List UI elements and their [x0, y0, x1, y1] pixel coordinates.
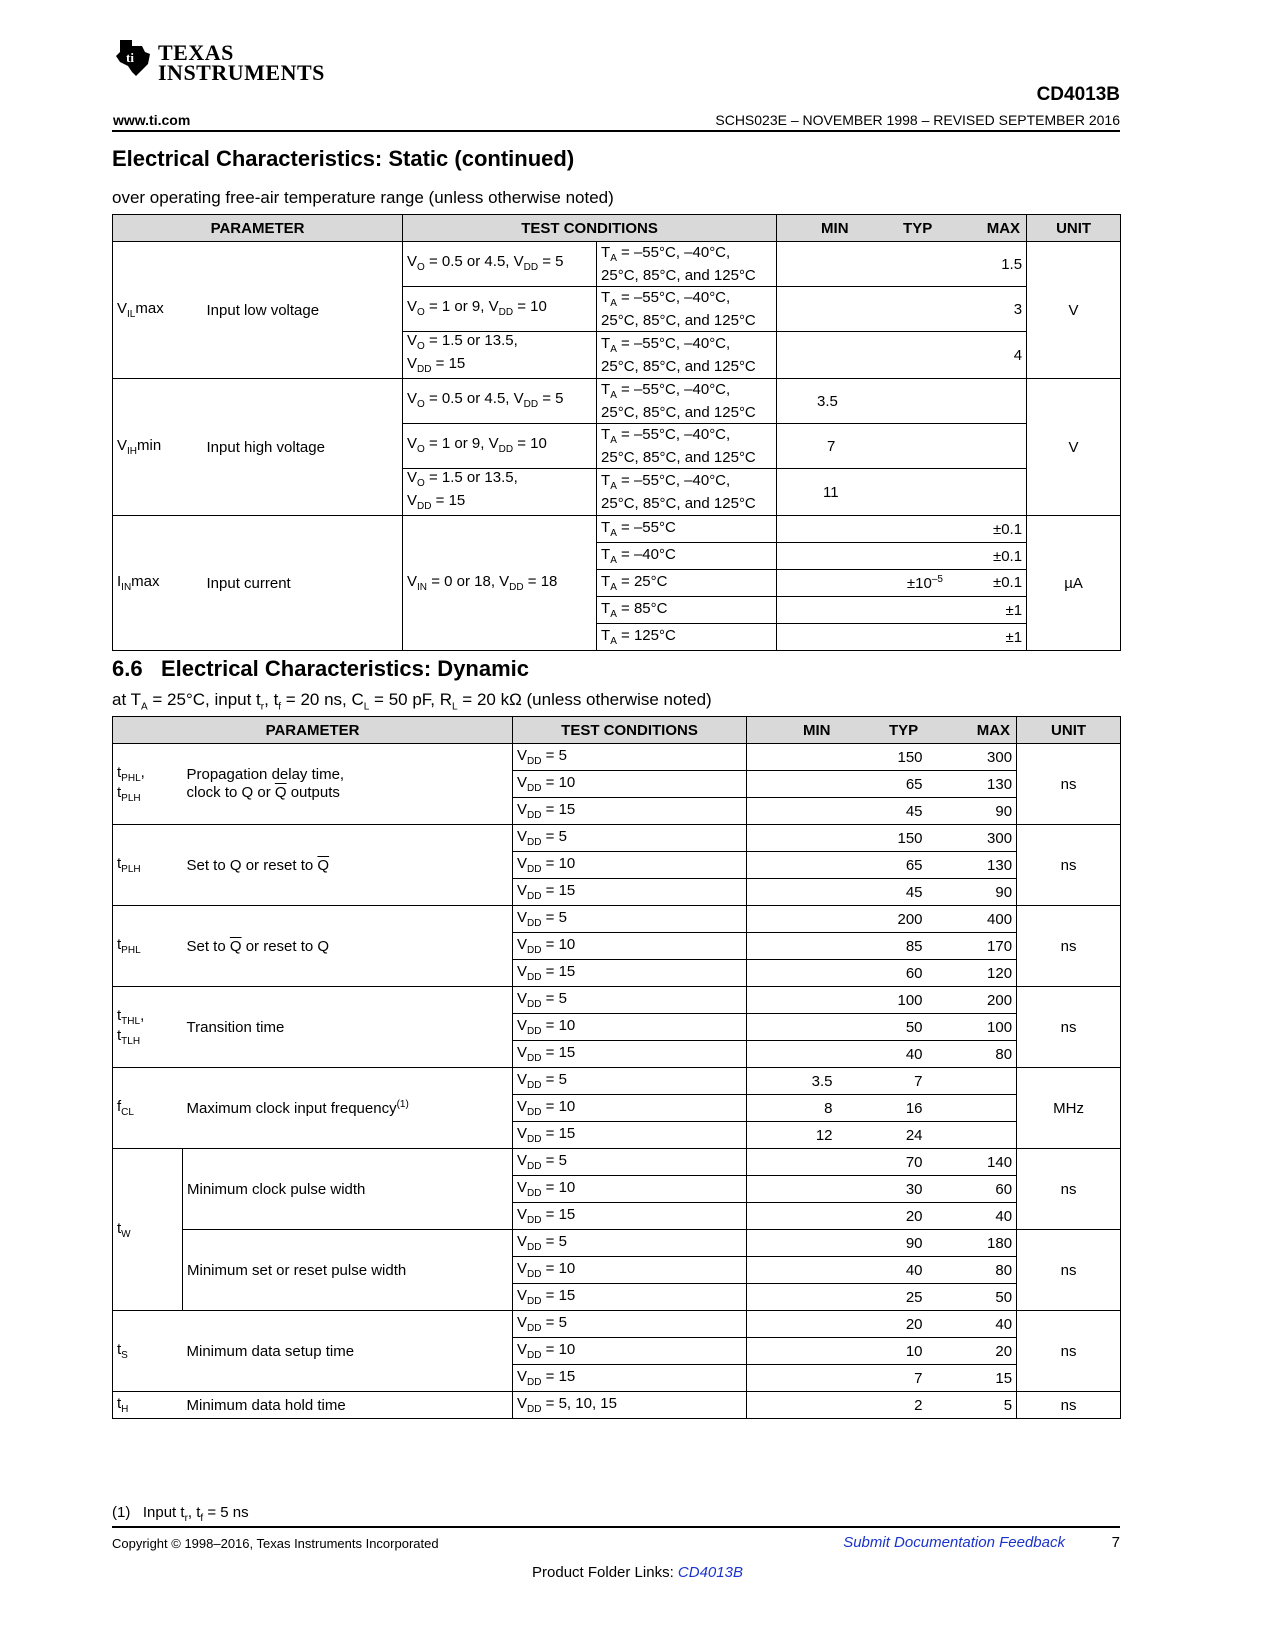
ti-logo — [112, 36, 325, 85]
dyn-th-typ: TYP — [889, 721, 919, 739]
setq-max-0: 300 — [927, 825, 1017, 852]
fcl-cond-1: $V_{DD} = 10$ — [513, 1095, 747, 1122]
vih-symbol: $V_{IH}\min$ — [113, 379, 203, 516]
setq-cond-1: $V_{DD} = 10$ — [513, 852, 747, 879]
ts-cond-2: $V_{DD} = 15$ — [513, 1365, 747, 1392]
dyn-th-test-conditions: TEST CONDITIONS — [513, 717, 747, 744]
twsr-max-1: 80 — [927, 1257, 1017, 1284]
setq-symbol: $t_{PLH}$ — [113, 825, 183, 906]
ts-unit: ns — [1017, 1311, 1121, 1392]
iin-ta-4: $T_A = 125^\circ C$ — [597, 624, 777, 651]
setq-typ-0: 150 — [837, 825, 927, 852]
setq-max-1: 130 — [927, 852, 1017, 879]
website-link[interactable]: www.ti.com — [113, 112, 191, 128]
twc-cond-1: $V_{DD} = 10$ — [513, 1176, 747, 1203]
static-th-unit: UNIT — [1027, 215, 1121, 242]
iin-max-0: ±0.1 — [777, 516, 1027, 543]
vih-ta-1: $T_A = -55^\circ C$, –40°C, 25°C, 85°C, and 125°C — [597, 424, 777, 469]
prop-description: Propagation delay time, clock to Q or $\overline{Q}$ outputs — [183, 744, 513, 825]
dynamic-section-title: 6.6 Electrical Characteristics: Dynamic — [112, 656, 530, 681]
vih-cond-2: $V_O = 1.5$ or 13.5, $V_{DD} = 15$ — [403, 469, 597, 516]
iin-typ-2: $\pm 10^{-5}$ — [906, 574, 943, 592]
setq-description: Set to Q or reset to $\overline{Q}$ — [183, 825, 513, 906]
twsr-unit: ns — [1017, 1230, 1121, 1311]
th-unit: ns — [1017, 1392, 1121, 1419]
iin-ta-2: $T_A = 25^\circ C$ — [597, 570, 777, 597]
iin-max-2: ±0.1 — [992, 574, 1023, 591]
iin-vals-2 — [777, 570, 1027, 597]
fcl-typ-2: 24 — [837, 1122, 927, 1149]
setqbar-cond-0: $V_{DD} = 5$ — [513, 906, 747, 933]
prop-typ-1: 65 — [837, 771, 927, 798]
iin-description: Input current — [203, 516, 403, 651]
ts-symbol: $t_S$ — [113, 1311, 183, 1392]
static-th-test-conditions: TEST CONDITIONS — [403, 215, 777, 242]
iin-cond: $V_{IN} = 0$ or 18, $V_{DD} = 18$ — [403, 516, 597, 651]
setqbar-typ-1: 85 — [837, 933, 927, 960]
table-row — [113, 987, 1121, 1014]
ts-max-2: 15 — [927, 1365, 1017, 1392]
dynamic-subtitle: at $T_A = 25^\circ C$, input $t_r$, $t_f = 20$ ns, $C_L = 50$ pF, $R_L = 20$ kΩ (unless otherwise noted) — [112, 690, 712, 713]
static-section-title: Electrical Characteristics: Static (continued) — [112, 146, 575, 171]
twsr-typ-0: 90 — [837, 1230, 927, 1257]
setq-cond-0: $V_{DD} = 5$ — [513, 825, 747, 852]
th-description: Minimum data hold time — [183, 1392, 513, 1419]
trans-unit: ns — [1017, 987, 1121, 1068]
dynamic-table — [112, 716, 1121, 1419]
setq-max-2: 90 — [927, 879, 1017, 906]
iin-max-4: ±1 — [777, 624, 1027, 651]
prop-typ-0: 150 — [837, 744, 927, 771]
ts-max-1: 20 — [927, 1338, 1017, 1365]
fcl-description: Maximum clock input frequency$^{(1)}$ — [183, 1068, 513, 1149]
logo-line-2: INSTRUMENTS — [158, 60, 325, 85]
static-table — [112, 214, 1121, 651]
svg-text:ti: ti — [126, 50, 134, 65]
th-max: 5 — [927, 1392, 1017, 1419]
setqbar-description: Set to $\overline{Q}$ or reset to Q — [183, 906, 513, 987]
trans-cond-2: $V_{DD} = 15$ — [513, 1041, 747, 1068]
vih-description: Input high voltage — [203, 379, 403, 516]
vih-min-2: 11 — [777, 469, 1027, 516]
twc-cond-0: $V_{DD} = 5$ — [513, 1149, 747, 1176]
table-row — [113, 906, 1121, 933]
trans-max-1: 100 — [927, 1014, 1017, 1041]
vih-min-1: 7 — [777, 424, 1027, 469]
part-number: CD4013B — [1036, 84, 1120, 105]
vil-unit: V — [1027, 242, 1121, 379]
iin-max-1: ±0.1 — [777, 543, 1027, 570]
iin-ta-1: $T_A = -40^\circ C$ — [597, 543, 777, 570]
prop-cond-0: $V_{DD} = 5$ — [513, 744, 747, 771]
setqbar-max-1: 170 — [927, 933, 1017, 960]
vil-ta-1: $T_A = -55^\circ C$, –40°C, 25°C, 85°C, and 125°C — [597, 287, 777, 332]
prop-unit: ns — [1017, 744, 1121, 825]
trans-max-0: 200 — [927, 987, 1017, 1014]
prop-cond-2: $V_{DD} = 15$ — [513, 798, 747, 825]
ts-typ-2: 7 — [837, 1365, 927, 1392]
prop-max-0: 300 — [927, 744, 1017, 771]
prop-max-1: 130 — [927, 771, 1017, 798]
static-header-row — [113, 215, 1121, 242]
trans-description: Transition time — [183, 987, 513, 1068]
tw-clock-description: Minimum clock pulse width — [183, 1149, 513, 1230]
table-row — [113, 379, 1121, 424]
table-row — [113, 744, 1121, 771]
twsr-typ-2: 25 — [837, 1284, 927, 1311]
twc-unit: ns — [1017, 1149, 1121, 1230]
setqbar-max-2: 120 — [927, 960, 1017, 987]
setq-unit: ns — [1017, 825, 1121, 906]
twc-max-1: 60 — [927, 1176, 1017, 1203]
setqbar-cond-1: $V_{DD} = 10$ — [513, 933, 747, 960]
ts-max-0: 40 — [927, 1311, 1017, 1338]
vih-ta-2: $T_A = -55^\circ C$, –40°C, 25°C, 85°C, and 125°C — [597, 469, 777, 516]
iin-max-3: ±1 — [777, 597, 1027, 624]
texas-state-icon — [112, 36, 154, 78]
tw-setreset-description: Minimum set or reset pulse width — [183, 1230, 513, 1311]
twsr-max-2: 50 — [927, 1284, 1017, 1311]
vil-cond-1: $V_O = 1$ or 9, $V_{DD} = 10$ — [403, 287, 597, 332]
twc-cond-2: $V_{DD} = 15$ — [513, 1203, 747, 1230]
iin-ta-0: $T_A = -55^\circ C$ — [597, 516, 777, 543]
setq-typ-1: 65 — [837, 852, 927, 879]
vil-symbol: $V_{IL}\max$ — [113, 242, 203, 379]
table-row — [113, 1230, 1121, 1257]
ts-typ-0: 20 — [837, 1311, 927, 1338]
trans-cond-1: $V_{DD} = 10$ — [513, 1014, 747, 1041]
setqbar-max-0: 400 — [927, 906, 1017, 933]
vil-max-1: 3 — [777, 287, 1027, 332]
th-symbol: $t_H$ — [113, 1392, 183, 1419]
submit-feedback-link[interactable]: Submit Documentation Feedback — [843, 1534, 1065, 1551]
ts-typ-1: 10 — [837, 1338, 927, 1365]
fcl-unit: MHz — [1017, 1068, 1121, 1149]
trans-cond-0: $V_{DD} = 5$ — [513, 987, 747, 1014]
twsr-cond-2: $V_{DD} = 15$ — [513, 1284, 747, 1311]
dyn-th-min-typ-max — [747, 717, 1017, 744]
setqbar-symbol: $t_{PHL}$ — [113, 906, 183, 987]
setq-typ-2: 45 — [837, 879, 927, 906]
product-folder-link[interactable]: CD4013B — [677, 1564, 743, 1581]
table-row — [113, 516, 1121, 543]
twsr-max-0: 180 — [927, 1230, 1017, 1257]
iin-unit: µA — [1027, 516, 1121, 651]
dyn-th-parameter: PARAMETER — [113, 717, 513, 744]
table-row — [113, 1149, 1121, 1176]
prop-max-2: 90 — [927, 798, 1017, 825]
vil-ta-0: $T_A = -55^\circ C$, –40°C, 25°C, 85°C, and 125°C — [597, 242, 777, 287]
product-folder-links: Product Folder Links: CD4013B — [532, 1564, 743, 1581]
fcl-min-0: 3.5 — [747, 1068, 837, 1095]
vih-cond-1: $V_O = 1$ or 9, $V_{DD} = 10$ — [403, 424, 597, 469]
ts-description: Minimum data setup time — [183, 1311, 513, 1392]
vil-cond-2: $V_O = 1.5$ or 13.5, $V_{DD} = 15$ — [403, 332, 597, 379]
table-row — [113, 825, 1121, 852]
fcl-min-2: 12 — [747, 1122, 837, 1149]
table-row — [113, 1392, 1121, 1419]
ts-cond-1: $V_{DD} = 10$ — [513, 1338, 747, 1365]
fcl-cond-2: $V_{DD} = 15$ — [513, 1122, 747, 1149]
twsr-cond-1: $V_{DD} = 10$ — [513, 1257, 747, 1284]
fcl-symbol: $f_{CL}$ — [113, 1068, 183, 1149]
static-subtitle: over operating free-air temperature range (unless otherwise noted) — [112, 188, 614, 207]
dynamic-header-row — [113, 717, 1121, 744]
static-th-typ: TYP — [903, 219, 933, 237]
fcl-cond-0: $V_{DD} = 5$ — [513, 1068, 747, 1095]
twc-typ-1: 30 — [837, 1176, 927, 1203]
ts-cond-0: $V_{DD} = 5$ — [513, 1311, 747, 1338]
vih-cond-0: $V_O = 0.5$ or 4.5, $V_{DD} = 5$ — [403, 379, 597, 424]
trans-max-2: 80 — [927, 1041, 1017, 1068]
vih-unit: V — [1027, 379, 1121, 516]
fcl-min-1: 8 — [747, 1095, 837, 1122]
trans-typ-0: 100 — [837, 987, 927, 1014]
header-rule — [112, 130, 1120, 132]
table-row — [113, 1068, 1121, 1095]
iin-ta-3: $T_A = 85^\circ C$ — [597, 597, 777, 624]
dyn-th-unit: UNIT — [1017, 717, 1121, 744]
vil-max-0: 1.5 — [777, 242, 1027, 287]
fcl-typ-0: 7 — [837, 1068, 927, 1095]
setqbar-typ-2: 60 — [837, 960, 927, 987]
vil-ta-2: $T_A = -55^\circ C$, –40°C, 25°C, 85°C, and 125°C — [597, 332, 777, 379]
prop-typ-2: 45 — [837, 798, 927, 825]
static-th-min: MIN — [821, 219, 849, 237]
footnote: (1) Input $t_r$, $t_f = 5$ ns — [112, 1504, 249, 1524]
prop-symbol: $t_{PHL}$, $t_{PLH}$ — [113, 744, 183, 825]
static-th-parameter: PARAMETER — [113, 215, 403, 242]
copyright: Copyright © 1998–2016, Texas Instruments Incorporated — [112, 1536, 439, 1551]
trans-typ-2: 40 — [837, 1041, 927, 1068]
footer-rule — [112, 1526, 1120, 1528]
dyn-th-min: MIN — [803, 721, 831, 739]
th-cond: $V_{DD} = 5$, 10, 15 — [513, 1392, 747, 1419]
table-row — [113, 1311, 1121, 1338]
th-typ: 2 — [837, 1392, 927, 1419]
twc-typ-2: 20 — [837, 1203, 927, 1230]
trans-symbol: $t_{THL}$, $t_{TLH}$ — [113, 987, 183, 1068]
vil-description: Input low voltage — [203, 242, 403, 379]
table-row — [113, 242, 1121, 287]
twsr-typ-1: 40 — [837, 1257, 927, 1284]
setqbar-typ-0: 200 — [837, 906, 927, 933]
dyn-th-max: MAX — [976, 721, 1011, 739]
fcl-typ-1: 16 — [837, 1095, 927, 1122]
vil-max-2: 4 — [777, 332, 1027, 379]
prop-cond-1: $V_{DD} = 10$ — [513, 771, 747, 798]
twsr-cond-0: $V_{DD} = 5$ — [513, 1230, 747, 1257]
twc-typ-0: 70 — [837, 1149, 927, 1176]
vih-min-0: 3.5 — [777, 379, 1027, 424]
setqbar-unit: ns — [1017, 906, 1121, 987]
twc-max-0: 140 — [927, 1149, 1017, 1176]
page-number: 7 — [1111, 1534, 1120, 1551]
setq-cond-2: $V_{DD} = 15$ — [513, 879, 747, 906]
tw-symbol: $t_W$ — [113, 1149, 183, 1311]
document-number: SCHS023E – NOVEMBER 1998 – REVISED SEPTEMBER 2016 — [715, 112, 1120, 128]
static-th-max: MAX — [986, 219, 1021, 237]
iin-symbol: $I_{IN}\max$ — [113, 516, 203, 651]
logo-line-1: TEXAS — [158, 40, 234, 65]
vil-cond-0: $V_O = 0.5$ or 4.5, $V_{DD} = 5$ — [403, 242, 597, 287]
twc-max-2: 40 — [927, 1203, 1017, 1230]
setqbar-cond-2: $V_{DD} = 15$ — [513, 960, 747, 987]
vih-ta-0: $T_A = -55^\circ C$, –40°C, 25°C, 85°C, and 125°C — [597, 379, 777, 424]
trans-typ-1: 50 — [837, 1014, 927, 1041]
static-th-min-typ-max — [777, 215, 1027, 242]
